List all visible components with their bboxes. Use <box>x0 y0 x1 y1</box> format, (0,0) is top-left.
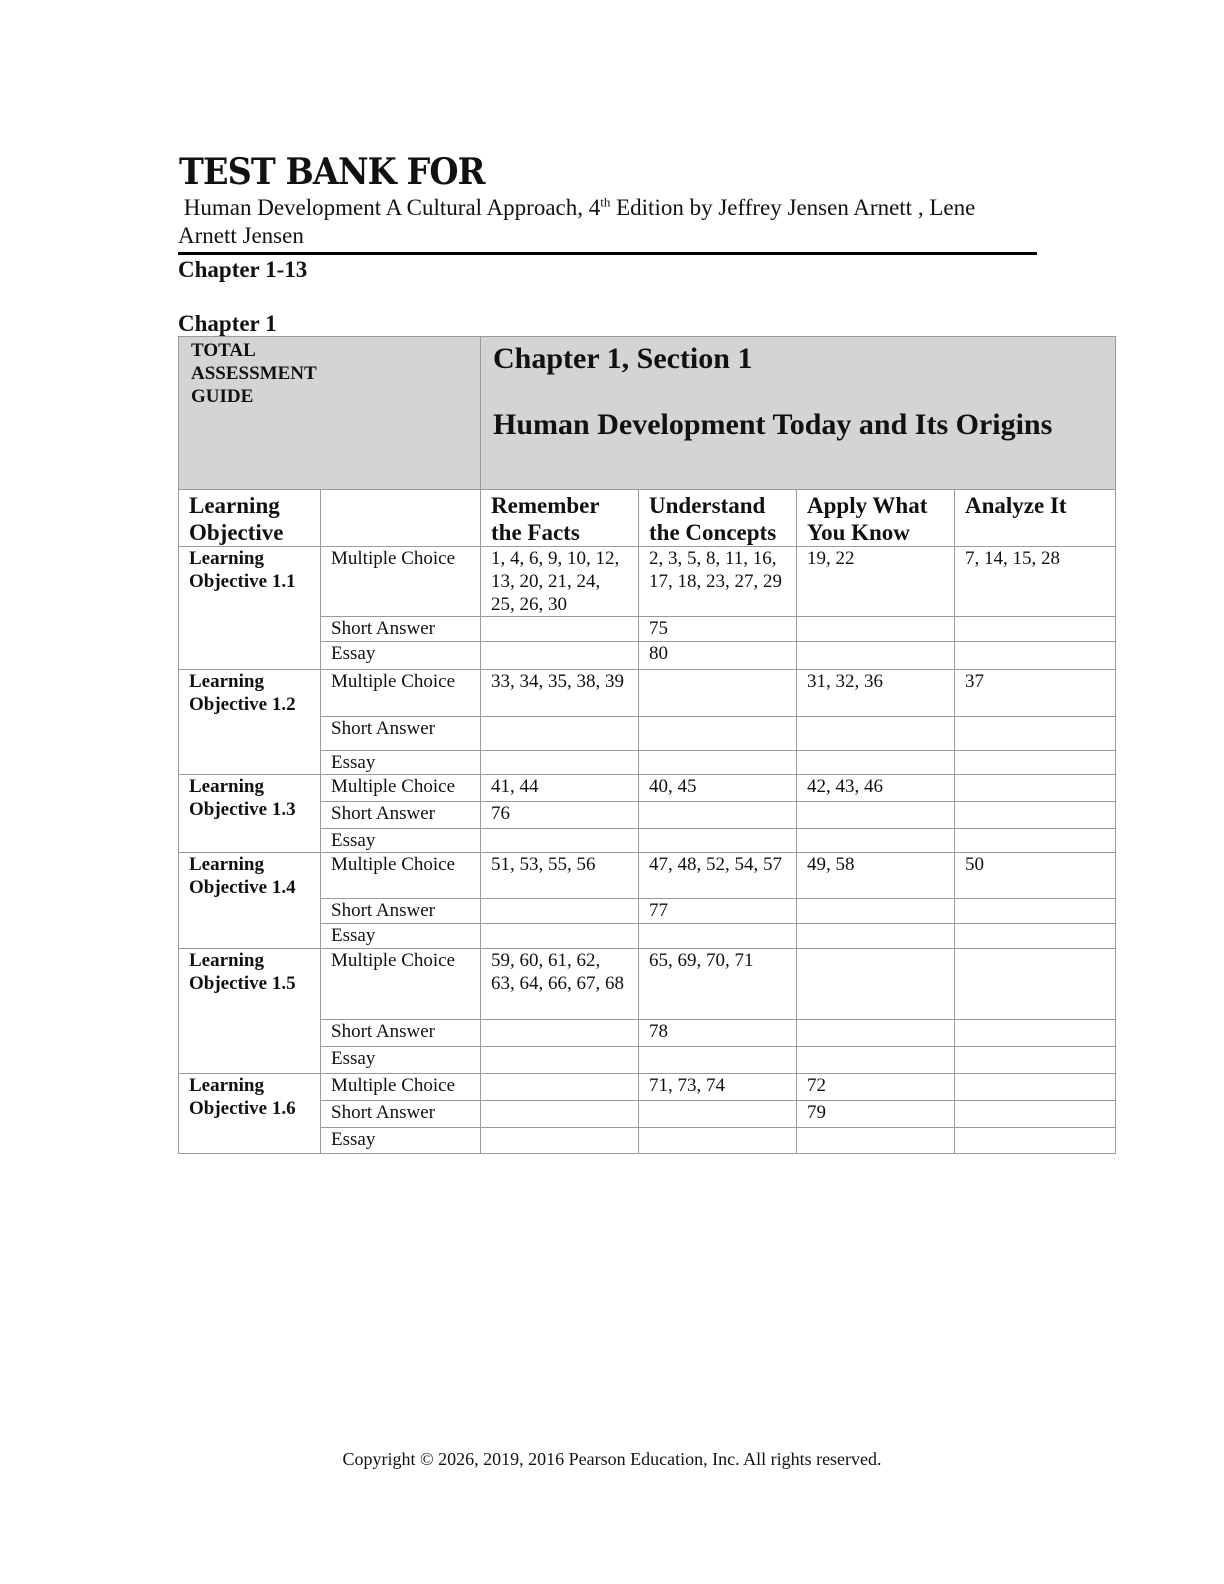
section-heading: Chapter 1, Section 1 <box>493 342 753 375</box>
question-numbers-cell: 72 <box>797 1074 955 1101</box>
question-numbers-cell <box>481 1101 639 1128</box>
question-type-cell: Short Answer <box>321 717 481 751</box>
question-type-cell: Short Answer <box>321 899 481 924</box>
question-numbers-cell <box>481 717 639 751</box>
question-type-cell: Short Answer <box>321 1101 481 1128</box>
question-type-cell: Multiple Choice <box>321 547 481 617</box>
question-numbers-cell: 47, 48, 52, 54, 57 <box>639 853 797 899</box>
question-numbers-cell: 65, 69, 70, 71 <box>639 949 797 1020</box>
question-numbers-cell <box>639 717 797 751</box>
column-header <box>321 490 481 547</box>
question-type-cell: Essay <box>321 924 481 949</box>
question-type-cell: Short Answer <box>321 1020 481 1047</box>
book-subtitle <box>178 194 1038 250</box>
question-numbers-cell: 79 <box>797 1101 955 1128</box>
question-numbers-cell <box>955 829 1116 853</box>
guide-title-line: ASSESSMENT <box>191 363 317 384</box>
question-numbers-cell <box>481 1074 639 1101</box>
question-numbers-cell <box>955 775 1116 802</box>
copyright-footer: Copyright © 2026, 2019, 2016 Pearson Education, Inc. All rights reserved. <box>342 1449 882 1469</box>
question-numbers-cell <box>955 1047 1116 1074</box>
question-numbers-cell <box>797 717 955 751</box>
question-numbers-cell <box>955 617 1116 642</box>
question-numbers-cell <box>797 1128 955 1154</box>
section-topic: Human Development Today and Its Origins <box>493 408 1053 441</box>
table-row <box>179 547 1116 617</box>
table-row <box>179 775 1116 802</box>
learning-objective-cell: Learning Objective 1.6 <box>179 1074 321 1154</box>
column-header: Apply What You Know <box>797 490 955 547</box>
question-type-cell: Short Answer <box>321 617 481 642</box>
question-type-cell: Essay <box>321 751 481 775</box>
question-numbers-cell: 51, 53, 55, 56 <box>481 853 639 899</box>
question-numbers-cell <box>797 1047 955 1074</box>
section-title-cell <box>481 337 1116 490</box>
question-numbers-cell: 7, 14, 15, 28 <box>955 547 1116 617</box>
question-numbers-cell: 37 <box>955 670 1116 717</box>
question-numbers-cell <box>797 751 955 775</box>
question-numbers-cell <box>955 1020 1116 1047</box>
question-numbers-cell <box>481 642 639 670</box>
guide-title-line: TOTAL <box>191 340 256 361</box>
question-numbers-cell <box>797 949 955 1020</box>
guide-header-row <box>179 337 1116 490</box>
table-row <box>179 670 1116 717</box>
question-numbers-cell <box>955 1101 1116 1128</box>
question-numbers-cell <box>639 829 797 853</box>
question-numbers-cell: 31, 32, 36 <box>797 670 955 717</box>
question-numbers-cell <box>955 924 1116 949</box>
question-type-cell: Short Answer <box>321 802 481 829</box>
question-type-cell: Multiple Choice <box>321 949 481 1020</box>
question-numbers-cell <box>797 617 955 642</box>
question-numbers-cell <box>639 924 797 949</box>
question-type-cell: Multiple Choice <box>321 775 481 802</box>
column-header-row <box>179 490 1116 547</box>
table-row <box>179 949 1116 1020</box>
question-numbers-cell <box>639 751 797 775</box>
question-numbers-cell <box>797 642 955 670</box>
subtitle-text-rest: Edition by Jeffrey Jensen Arnett , Lene Arnett Jensen <box>178 195 976 248</box>
edition-superscript: th <box>600 194 611 210</box>
question-numbers-cell: 59, 60, 61, 62, 63, 64, 66, 67, 68 <box>481 949 639 1020</box>
question-numbers-cell <box>797 899 955 924</box>
question-numbers-cell <box>639 1047 797 1074</box>
question-numbers-cell: 19, 22 <box>797 547 955 617</box>
header-rule <box>178 252 1037 255</box>
question-numbers-cell <box>481 1047 639 1074</box>
learning-objective-cell: Learning Objective 1.5 <box>179 949 321 1074</box>
table-row <box>179 1074 1116 1101</box>
question-type-cell: Essay <box>321 642 481 670</box>
question-numbers-cell <box>481 924 639 949</box>
question-type-cell: Multiple Choice <box>321 853 481 899</box>
question-numbers-cell <box>955 751 1116 775</box>
question-numbers-cell <box>955 642 1116 670</box>
question-type-cell: Multiple Choice <box>321 1074 481 1101</box>
guide-title-line: GUIDE <box>191 386 254 407</box>
question-numbers-cell <box>481 1128 639 1154</box>
question-numbers-cell <box>955 899 1116 924</box>
table-row <box>179 853 1116 899</box>
learning-objective-cell: Learning Objective 1.2 <box>179 670 321 775</box>
question-numbers-cell <box>955 1074 1116 1101</box>
question-numbers-cell <box>481 617 639 642</box>
learning-objective-cell: Learning Objective 1.4 <box>179 853 321 949</box>
question-numbers-cell <box>639 670 797 717</box>
question-numbers-cell <box>481 751 639 775</box>
question-numbers-cell <box>955 802 1116 829</box>
learning-objective-cell: Learning Objective 1.3 <box>179 775 321 853</box>
assessment-guide-table <box>178 336 1116 1154</box>
question-numbers-cell: 50 <box>955 853 1116 899</box>
question-numbers-cell <box>955 949 1116 1020</box>
question-numbers-cell <box>797 829 955 853</box>
column-header: Understand the Concepts <box>639 490 797 547</box>
question-numbers-cell: 41, 44 <box>481 775 639 802</box>
question-numbers-cell <box>797 802 955 829</box>
question-numbers-cell <box>955 1128 1116 1154</box>
question-numbers-cell: 80 <box>639 642 797 670</box>
question-type-cell: Essay <box>321 1128 481 1154</box>
subtitle-text: Human Development A Cultural Approach, 4 <box>183 195 601 220</box>
question-type-cell: Essay <box>321 829 481 853</box>
question-numbers-cell: 76 <box>481 802 639 829</box>
question-numbers-cell: 49, 58 <box>797 853 955 899</box>
question-numbers-cell: 71, 73, 74 <box>639 1074 797 1101</box>
column-header: Learning Objective <box>179 490 321 547</box>
question-numbers-cell <box>955 717 1116 751</box>
document-title: TEST BANK FOR <box>179 151 485 193</box>
guide-title-cell <box>179 337 481 490</box>
chapter-range: Chapter 1-13 <box>178 257 308 282</box>
question-numbers-cell: 78 <box>639 1020 797 1047</box>
question-numbers-cell: 75 <box>639 617 797 642</box>
question-numbers-cell: 33, 34, 35, 38, 39 <box>481 670 639 717</box>
question-type-cell: Essay <box>321 1047 481 1074</box>
question-numbers-cell <box>797 924 955 949</box>
question-type-cell: Multiple Choice <box>321 670 481 717</box>
chapter-heading: Chapter 1 <box>178 311 277 336</box>
question-numbers-cell <box>481 1020 639 1047</box>
question-numbers-cell: 1, 4, 6, 9, 10, 12, 13, 20, 21, 24, 25, 26, 30 <box>481 547 639 617</box>
question-numbers-cell <box>639 802 797 829</box>
question-numbers-cell <box>639 1128 797 1154</box>
question-numbers-cell: 40, 45 <box>639 775 797 802</box>
question-numbers-cell: 42, 43, 46 <box>797 775 955 802</box>
question-numbers-cell <box>797 1020 955 1047</box>
question-numbers-cell <box>639 1101 797 1128</box>
question-numbers-cell: 2, 3, 5, 8, 11, 16, 17, 18, 23, 27, 29 <box>639 547 797 617</box>
question-numbers-cell <box>481 829 639 853</box>
column-header: Remember the Facts <box>481 490 639 547</box>
column-header: Analyze It <box>955 490 1116 547</box>
question-numbers-cell: 77 <box>639 899 797 924</box>
question-numbers-cell <box>481 899 639 924</box>
learning-objective-cell: Learning Objective 1.1 <box>179 547 321 670</box>
